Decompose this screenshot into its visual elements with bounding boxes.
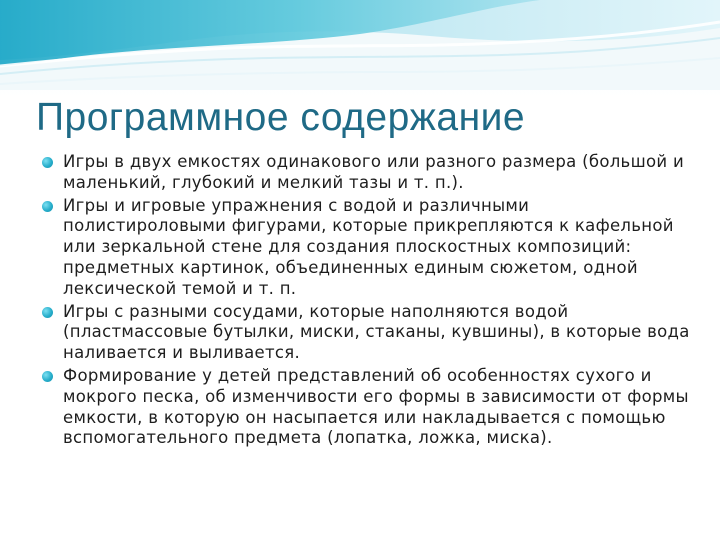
- slide-title: Программное содержание: [36, 96, 526, 139]
- bullet-item: [42, 302, 692, 364]
- header-wave-decoration: [0, 0, 720, 90]
- bullet-dot-icon: [42, 371, 53, 382]
- bullet-item: [42, 196, 692, 300]
- bullet-dot-icon: [42, 307, 53, 318]
- bullet-dot-icon: [42, 157, 53, 168]
- bullet-text: Формирование у детей представлений об особенностях сухого и мокрого песка, об изменчивости его формы в зависимости от формы емкости, в которую он насыпается или накладывается с помощью вспомогательного предмета (лопатка, ложка, миска).: [63, 365, 689, 448]
- bullet-item: [42, 366, 692, 449]
- bullet-text: Игры в двух емкостях одинакового или разного размера (большой и маленький, глубокий и мелкий тазы и т. п.).: [63, 152, 684, 192]
- bullet-text: Игры с разными сосудами, которые наполняются водой (пластмассовые бутылки, миски, стаканы, кувшины), в которые вода наливается и выливается.: [63, 301, 690, 363]
- bullet-dot-icon: [42, 201, 53, 212]
- bullet-item: [42, 152, 692, 194]
- bullet-list: [42, 152, 692, 451]
- bullet-text: Игры и игровые упражнения с водой и различными полистироловыми фигурами, которые прикрепляются к кафельной или зеркальной стене для создания плоскостных композиций: предметных картинок, объединенных единым сюжетом, одной лексической темой и т. п.: [63, 195, 674, 298]
